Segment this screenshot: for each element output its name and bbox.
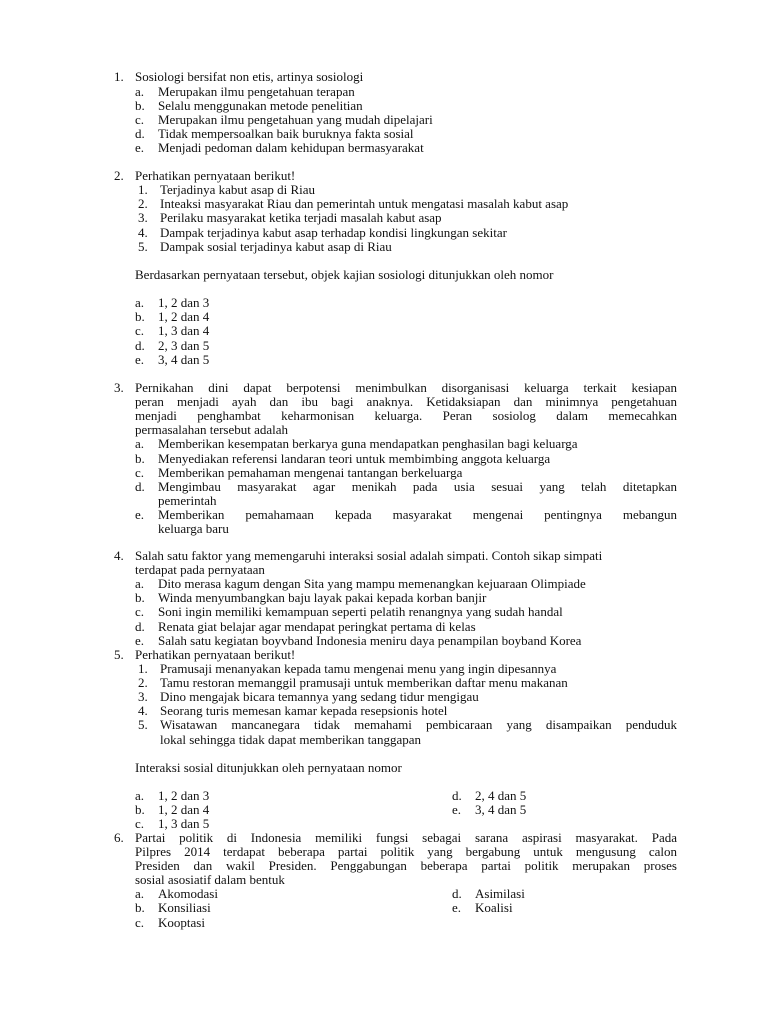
option-letter: b.	[135, 590, 145, 605]
option-text: 3, 4 dan 5	[475, 802, 527, 817]
option-letter: b.	[135, 900, 145, 915]
option-text: Memberikan pemahaman mengenai tantangan berkeluarga	[158, 465, 463, 480]
statement-text: Pramusaji menanyakan kepada tamu mengenai menu yang ingin dipesannya	[160, 661, 557, 676]
question-number: 1.	[114, 69, 124, 84]
statement-number: 4.	[138, 225, 148, 240]
option-letter: d.	[135, 619, 145, 634]
option-letter: d.	[135, 126, 145, 141]
statement-text: Seorang turis memesan kamar kepada resepsionis hotel	[160, 703, 448, 718]
statement-text: Perilaku masyarakat ketika terjadi masalah kabut asap	[160, 210, 442, 225]
question-stem: Salah satu faktor yang memengaruhi interaksi sosial adalah simpati. Contoh sikap simpati	[135, 548, 603, 563]
option-letter: d.	[135, 479, 145, 494]
question-stem: Sosiologi bersifat non etis, artinya sosiologi	[135, 69, 364, 84]
option-letter: e.	[135, 352, 145, 367]
question-number: 3.	[114, 380, 124, 395]
question-stem: Perhatikan pernyataan berikut!	[135, 168, 296, 183]
option-letter: b.	[135, 451, 145, 466]
option-text: 1, 2 dan 3	[158, 295, 210, 310]
option-letter: c.	[135, 816, 145, 831]
option-text: Menyediakan referensi landaran teori untuk membimbing anggota keluarga	[158, 451, 551, 466]
statement-number: 1.	[138, 661, 148, 676]
statement-number: 5.	[138, 717, 148, 732]
question-stem: Perhatikan pernyataan berikut!	[135, 647, 296, 662]
option-text: 1, 2 dan 4	[158, 802, 210, 817]
option-letter: a.	[135, 788, 145, 803]
option-letter: d.	[135, 338, 145, 353]
statement-number: 3.	[138, 210, 148, 225]
option-text: Kooptasi	[158, 915, 205, 930]
option-letter: e.	[452, 802, 462, 817]
option-letter: e.	[135, 140, 145, 155]
option-text: Mengimbau masyarakat agar menikah pada usia sesuai yang telah ditetapkan	[158, 479, 677, 494]
option-letter: a.	[135, 576, 145, 591]
question-stem: peran menjadi ayah dan ibu bagi anaknya. Ketidaksiapan dan minimnya pengetahuan	[135, 394, 677, 409]
option-text: Selalu menggunakan metode penelitian	[158, 98, 363, 113]
question-stem: menjadi penghambat keharmonisan keluarga. Peran sosiolog dalam memecahkan	[135, 408, 677, 423]
option-letter: e.	[452, 900, 462, 915]
option-letter: b.	[135, 802, 145, 817]
option-letter: d.	[452, 886, 462, 901]
option-text: Menjadi pedoman dalam kehidupan bermasyarakat	[158, 140, 424, 155]
option-text: 1, 3 dan 4	[158, 323, 210, 338]
option-letter: c.	[135, 112, 145, 127]
option-letter: c.	[135, 915, 145, 930]
option-text: Akomodasi	[158, 886, 218, 901]
option-letter: c.	[135, 465, 145, 480]
option-text: 1, 2 dan 3	[158, 788, 210, 803]
statement-text-continued: lokal sehingga tidak dapat memberikan tanggapan	[160, 732, 421, 747]
option-text: Salah satu kegiatan boyvband Indonesia meniru daya penampilan boyband Korea	[158, 633, 582, 648]
statement-text: Wisatawan mancanegara tidak memahami pembicaraan yang disampaikan penduduk	[160, 717, 677, 732]
statement-text: Inteaksi masyarakat Riau dan pemerintah untuk mengatasi masalah kabut asap	[160, 196, 569, 211]
statement-number: 4.	[138, 703, 148, 718]
statement-text: Tamu restoran memanggil pramusaji untuk memberikan daftar menu makanan	[160, 675, 568, 690]
option-text-continued: pemerintah	[158, 493, 217, 508]
question-prompt: Berdasarkan pernyataan tersebut, objek kajian sosiologi ditunjukkan oleh nomor	[135, 267, 554, 282]
question-stem: Partai politik di Indonesia memiliki fungsi sebagai sarana aspirasi masyarakat. Pada	[135, 830, 677, 845]
question-prompt: Interaksi sosial ditunjukkan oleh pernyataan nomor	[135, 760, 402, 775]
question-number: 2.	[114, 168, 124, 183]
statement-number: 1.	[138, 182, 148, 197]
statement-text: Terjadinya kabut asap di Riau	[160, 182, 316, 197]
option-text: Merupakan ilmu pengetahuan yang mudah dipelajari	[158, 112, 433, 127]
option-text: 1, 3 dan 5	[158, 816, 210, 831]
option-letter: b.	[135, 98, 145, 113]
statement-text: Dampak terjadinya kabut asap terhadap kondisi lingkungan sekitar	[160, 225, 507, 240]
option-text: Memberikan kesempatan berkarya guna mendapatkan penghasilan bagi keluarga	[158, 436, 578, 451]
option-text: Koalisi	[475, 900, 513, 915]
option-letter: a.	[135, 295, 145, 310]
option-text: 2, 4 dan 5	[475, 788, 527, 803]
option-text: 1, 2 dan 4	[158, 309, 210, 324]
option-letter: d.	[452, 788, 462, 803]
option-letter: a.	[135, 436, 145, 451]
question-number: 6.	[114, 830, 124, 845]
option-letter: c.	[135, 604, 145, 619]
option-text: Tidak mempersoalkan baik buruknya fakta sosial	[158, 126, 414, 141]
statement-number: 5.	[138, 239, 148, 254]
option-letter: a.	[135, 886, 145, 901]
statement-number: 2.	[138, 675, 148, 690]
question-stem: permasalahan tersebut adalah	[135, 422, 289, 437]
option-text: Asimilasi	[475, 886, 525, 901]
statement-number: 2.	[138, 196, 148, 211]
option-letter: b.	[135, 309, 145, 324]
question-number: 5.	[114, 647, 124, 662]
option-text: Memberikan pemahamaan kepada masyarakat mengenai pentingnya mebangun	[158, 507, 677, 522]
statement-text: Dampak sosial terjadinya kabut asap di Riau	[160, 239, 392, 254]
question-number: 4.	[114, 548, 124, 563]
question-stem: Pernikahan dini dapat berpotensi menimbulkan disorganisasi keluarga terkait kesiapan	[135, 380, 677, 395]
option-letter: e.	[135, 507, 145, 522]
question-stem: Presiden dan wakil Presiden. Penggabungan beberapa partai politik merupakan proses	[135, 858, 677, 873]
option-letter: a.	[135, 84, 145, 99]
statement-text: Dino mengajak bicara temannya yang sedang tidur mengigau	[160, 689, 479, 704]
option-text: Renata giat belajar agar mendapat peringkat pertama di kelas	[158, 619, 476, 634]
option-text: Winda menyumbangkan baju layak pakai kepada korban banjir	[158, 590, 487, 605]
option-text: Soni ingin memiliki kemampuan seperti pelatih renangnya yang sudah handal	[158, 604, 563, 619]
option-text: 2, 3 dan 5	[158, 338, 210, 353]
question-stem: Pilpres 2014 terdapat beberapa partai politik yang bergabung untuk mengusung calon	[135, 844, 677, 859]
option-text: Dito merasa kagum dengan Sita yang mampu memenangkan kejuaraan Olimpiade	[158, 576, 586, 591]
option-letter: e.	[135, 633, 145, 648]
statement-number: 3.	[138, 689, 148, 704]
option-text: 3, 4 dan 5	[158, 352, 210, 367]
question-stem: sosial asosiatif dalam bentuk	[135, 872, 285, 887]
option-letter: c.	[135, 323, 145, 338]
option-text-continued: keluarga baru	[158, 521, 229, 536]
option-text: Merupakan ilmu pengetahuan terapan	[158, 84, 355, 99]
question-stem: terdapat pada pernyataan	[135, 562, 265, 577]
option-text: Konsiliasi	[158, 900, 211, 915]
